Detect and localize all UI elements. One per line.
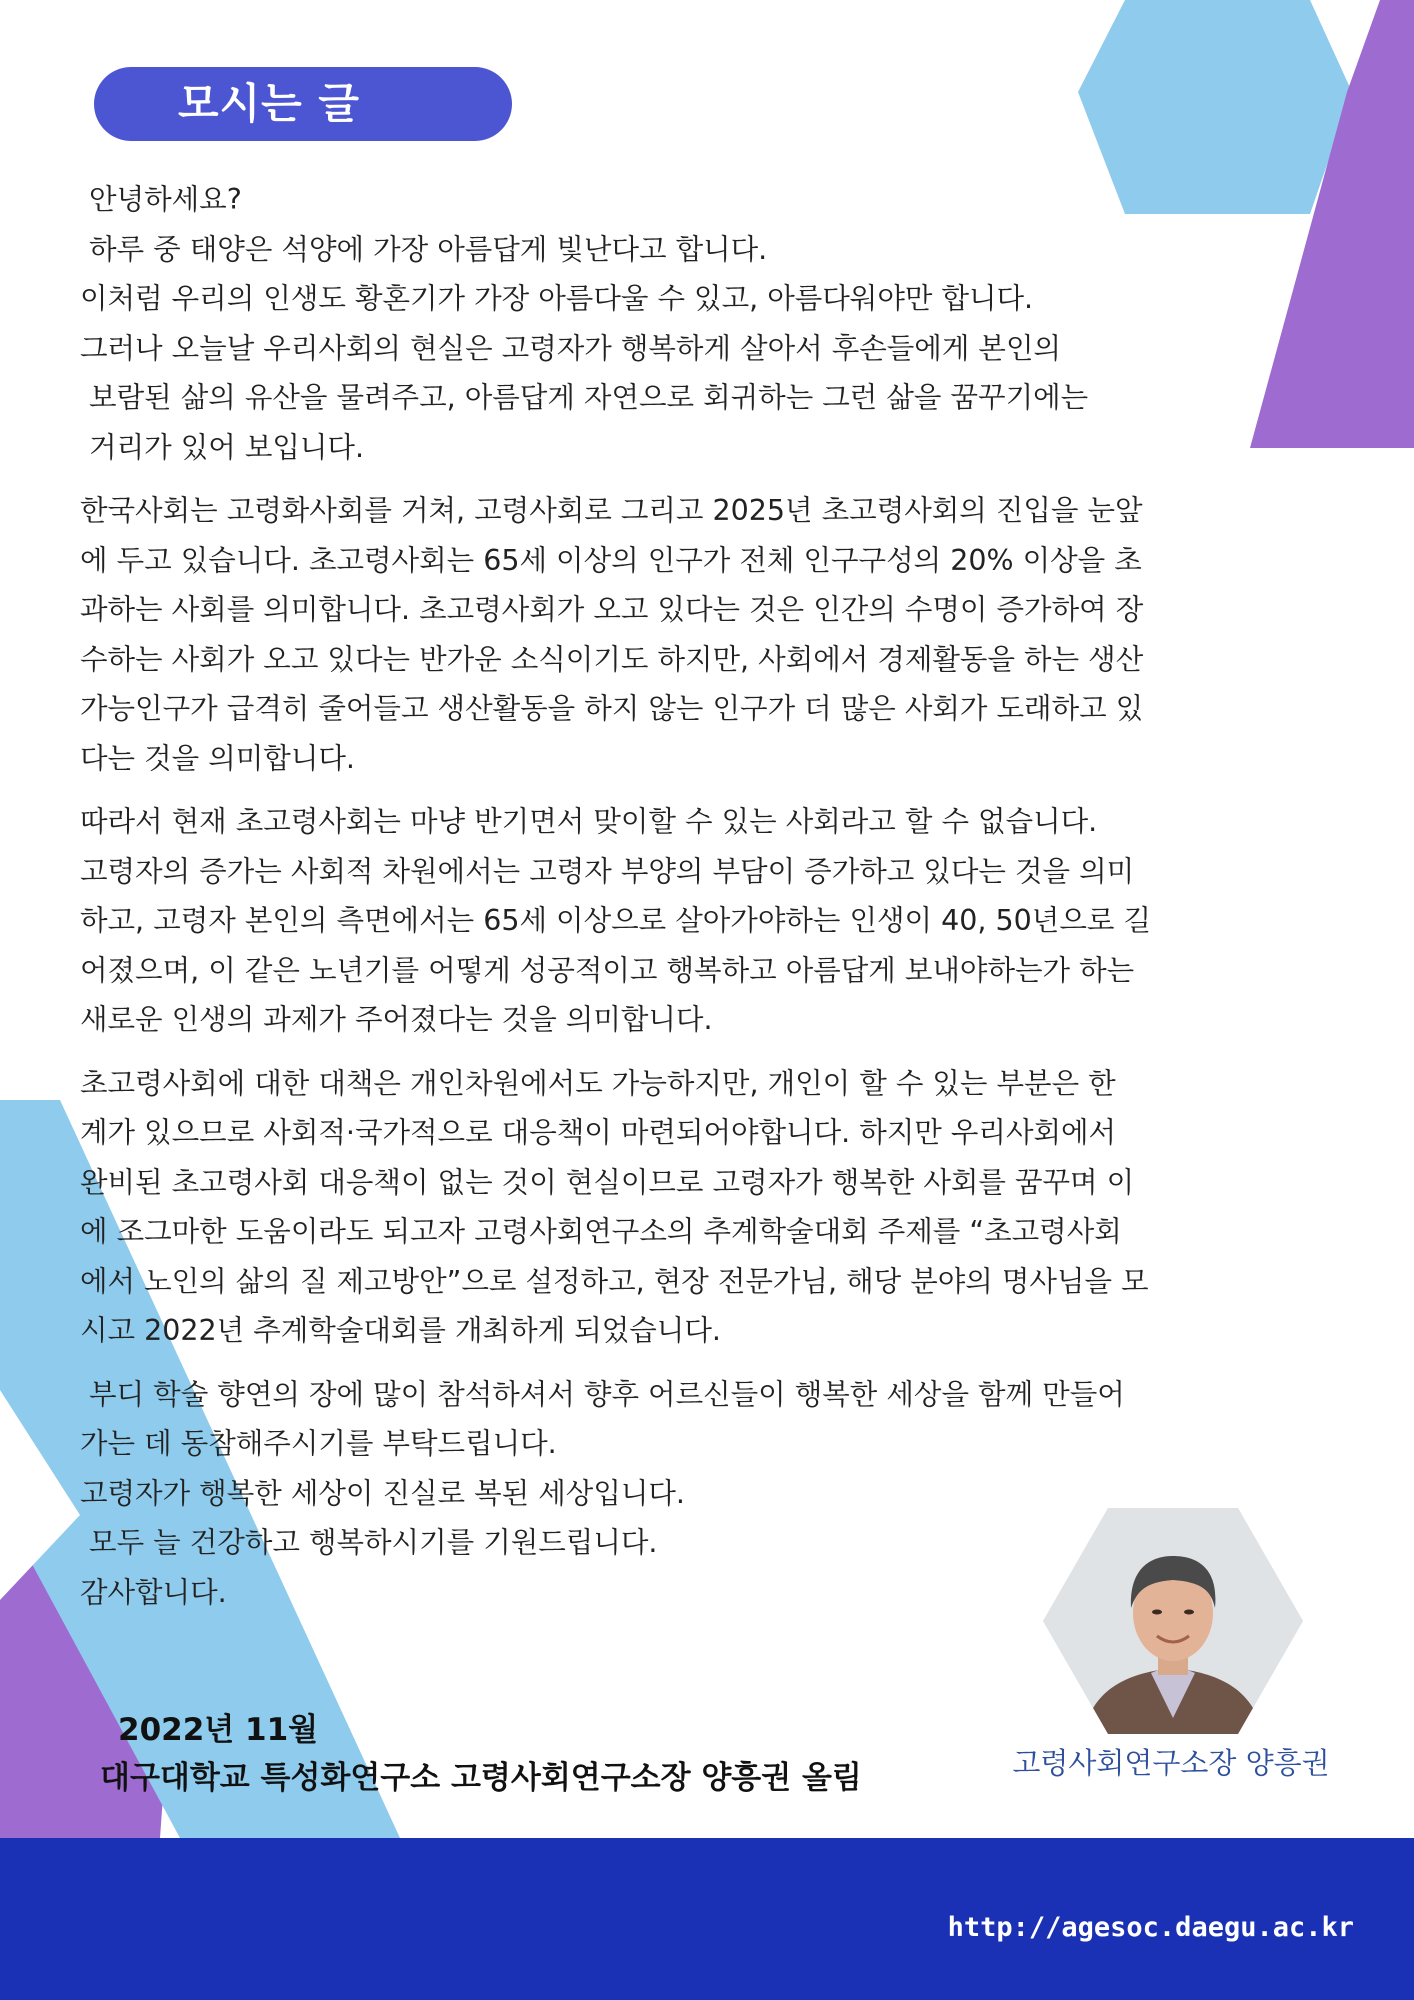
text-line: 하고, 고령자 본인의 측면에서는 65세 이상으로 살아가야하는 인생이 40, 50년으로 길 [80, 904, 1151, 937]
person-portrait-icon [1043, 1508, 1303, 1734]
text-line: 에서 노인의 삶의 질 제고방안”으로 설정하고, 현장 전문가님, 해당 분야의 명사님을 모 [80, 1264, 1149, 1298]
signature-name: 대구대학교 특성화연구소 고령사회연구소장 양흥권 올림 [100, 1760, 862, 1796]
text-line: 고령자가 행복한 세상이 진실로 복된 세상입니다. [80, 1476, 685, 1510]
text-line: 초고령사회에 대한 대책은 개인차원에서도 가능하지만, 개인이 할 수 있는 부분은 한 [80, 1066, 1116, 1100]
text-line: 가는 데 동참해주시기를 부탁드립니다. [80, 1427, 557, 1460]
text-line: 어졌으며, 이 같은 노년기를 어떻게 성공적이고 행복하고 아름답게 보내야하는가 하는 [80, 953, 1135, 987]
text-line: 모두 늘 건강하고 행복하시기를 기원드립니다. [80, 1526, 658, 1559]
text-line: 부디 학술 향연의 장에 많이 참석하셔서 향후 어르신들이 행복한 세상을 함께 만들어 [80, 1377, 1125, 1411]
text-line: 완비된 초고령사회 대응책이 없는 것이 현실이므로 고령자가 행복한 사회를 꿈꾸며 이 [80, 1165, 1135, 1199]
text-line: 한국사회는 고령화사회를 거쳐, 고령사회로 그리고 2025년 초고령사회의 진입을 눈앞 [80, 494, 1143, 527]
text-line: 수하는 사회가 오고 있다는 반가운 소식이기도 하지만, 사회에서 경제활동을 하는 생산 [80, 642, 1144, 676]
paragraph-aging-society [80, 486, 1318, 783]
text-line: 감사합니다. [80, 1575, 227, 1609]
text-line: 고령자의 증가는 사회적 차원에서는 고령자 부양의 부담이 증가하고 있다는 것을 의미 [80, 854, 1135, 888]
letter-body [80, 175, 1318, 1617]
text-line: 이처럼 우리의 인생도 황혼기가 가장 아름다울 수 있고, 아름다워야만 합니다. [80, 282, 1034, 315]
text-line: 에 두고 있습니다. 초고령사회는 65세 이상의 인구가 전체 인구구성의 20% 이상을 초 [80, 543, 1142, 577]
text-line: 보람된 삶의 유산을 물려주고, 아름답게 자연으로 회귀하는 그런 삶을 꿈꾸기에는 [80, 381, 1089, 414]
text-line: 따라서 현재 초고령사회는 마냥 반기면서 맞이할 수 있는 사회라고 할 수 없습니다. [80, 805, 1098, 838]
paragraph-conference [80, 1059, 1318, 1356]
text-line: 하루 중 태양은 석양에 가장 아름답게 빛난다고 합니다. [80, 232, 768, 266]
paragraph-greeting [80, 175, 1318, 472]
footer-url-link[interactable]: http://agesoc.daegu.ac.kr [947, 1912, 1354, 1943]
text-line: 그러나 오늘날 우리사회의 현실은 고령자가 행복하게 살아서 후손들에게 본인의 [80, 331, 1062, 365]
page-title: 모시는 글 [178, 79, 360, 128]
text-line: 과하는 사회를 의미합니다. 초고령사회가 오고 있다는 것은 인간의 수명이 증가하여 장 [80, 593, 1144, 626]
text-line: 다는 것을 의미합니다. [80, 741, 355, 775]
portrait-caption: 고령사회연구소장 양흥권 [1012, 1746, 1330, 1780]
text-line: 안녕하세요? [80, 183, 242, 216]
paragraph-challenges [80, 797, 1318, 1045]
signature-date: 2022년 11월 [118, 1712, 319, 1748]
text-line: 거리가 있어 보입니다. [80, 430, 365, 464]
text-line: 계가 있으므로 사회적·국가적으로 대응책이 마련되어야합니다. 하지만 우리사회에서 [80, 1116, 1117, 1149]
text-line: 가능인구가 급격히 줄어들고 생산활동을 하지 않는 인구가 더 많은 사회가 도래하고 있 [80, 692, 1144, 725]
text-line: 새로운 인생의 과제가 주어졌다는 것을 의미합니다. [80, 1003, 713, 1036]
text-line: 에 조그마한 도움이라도 되고자 고령사회연구소의 추계학술대회 주제를 “초고령사회 [80, 1215, 1122, 1248]
text-line: 시고 2022년 추계학술대회를 개최하게 되었습니다. [80, 1314, 721, 1347]
